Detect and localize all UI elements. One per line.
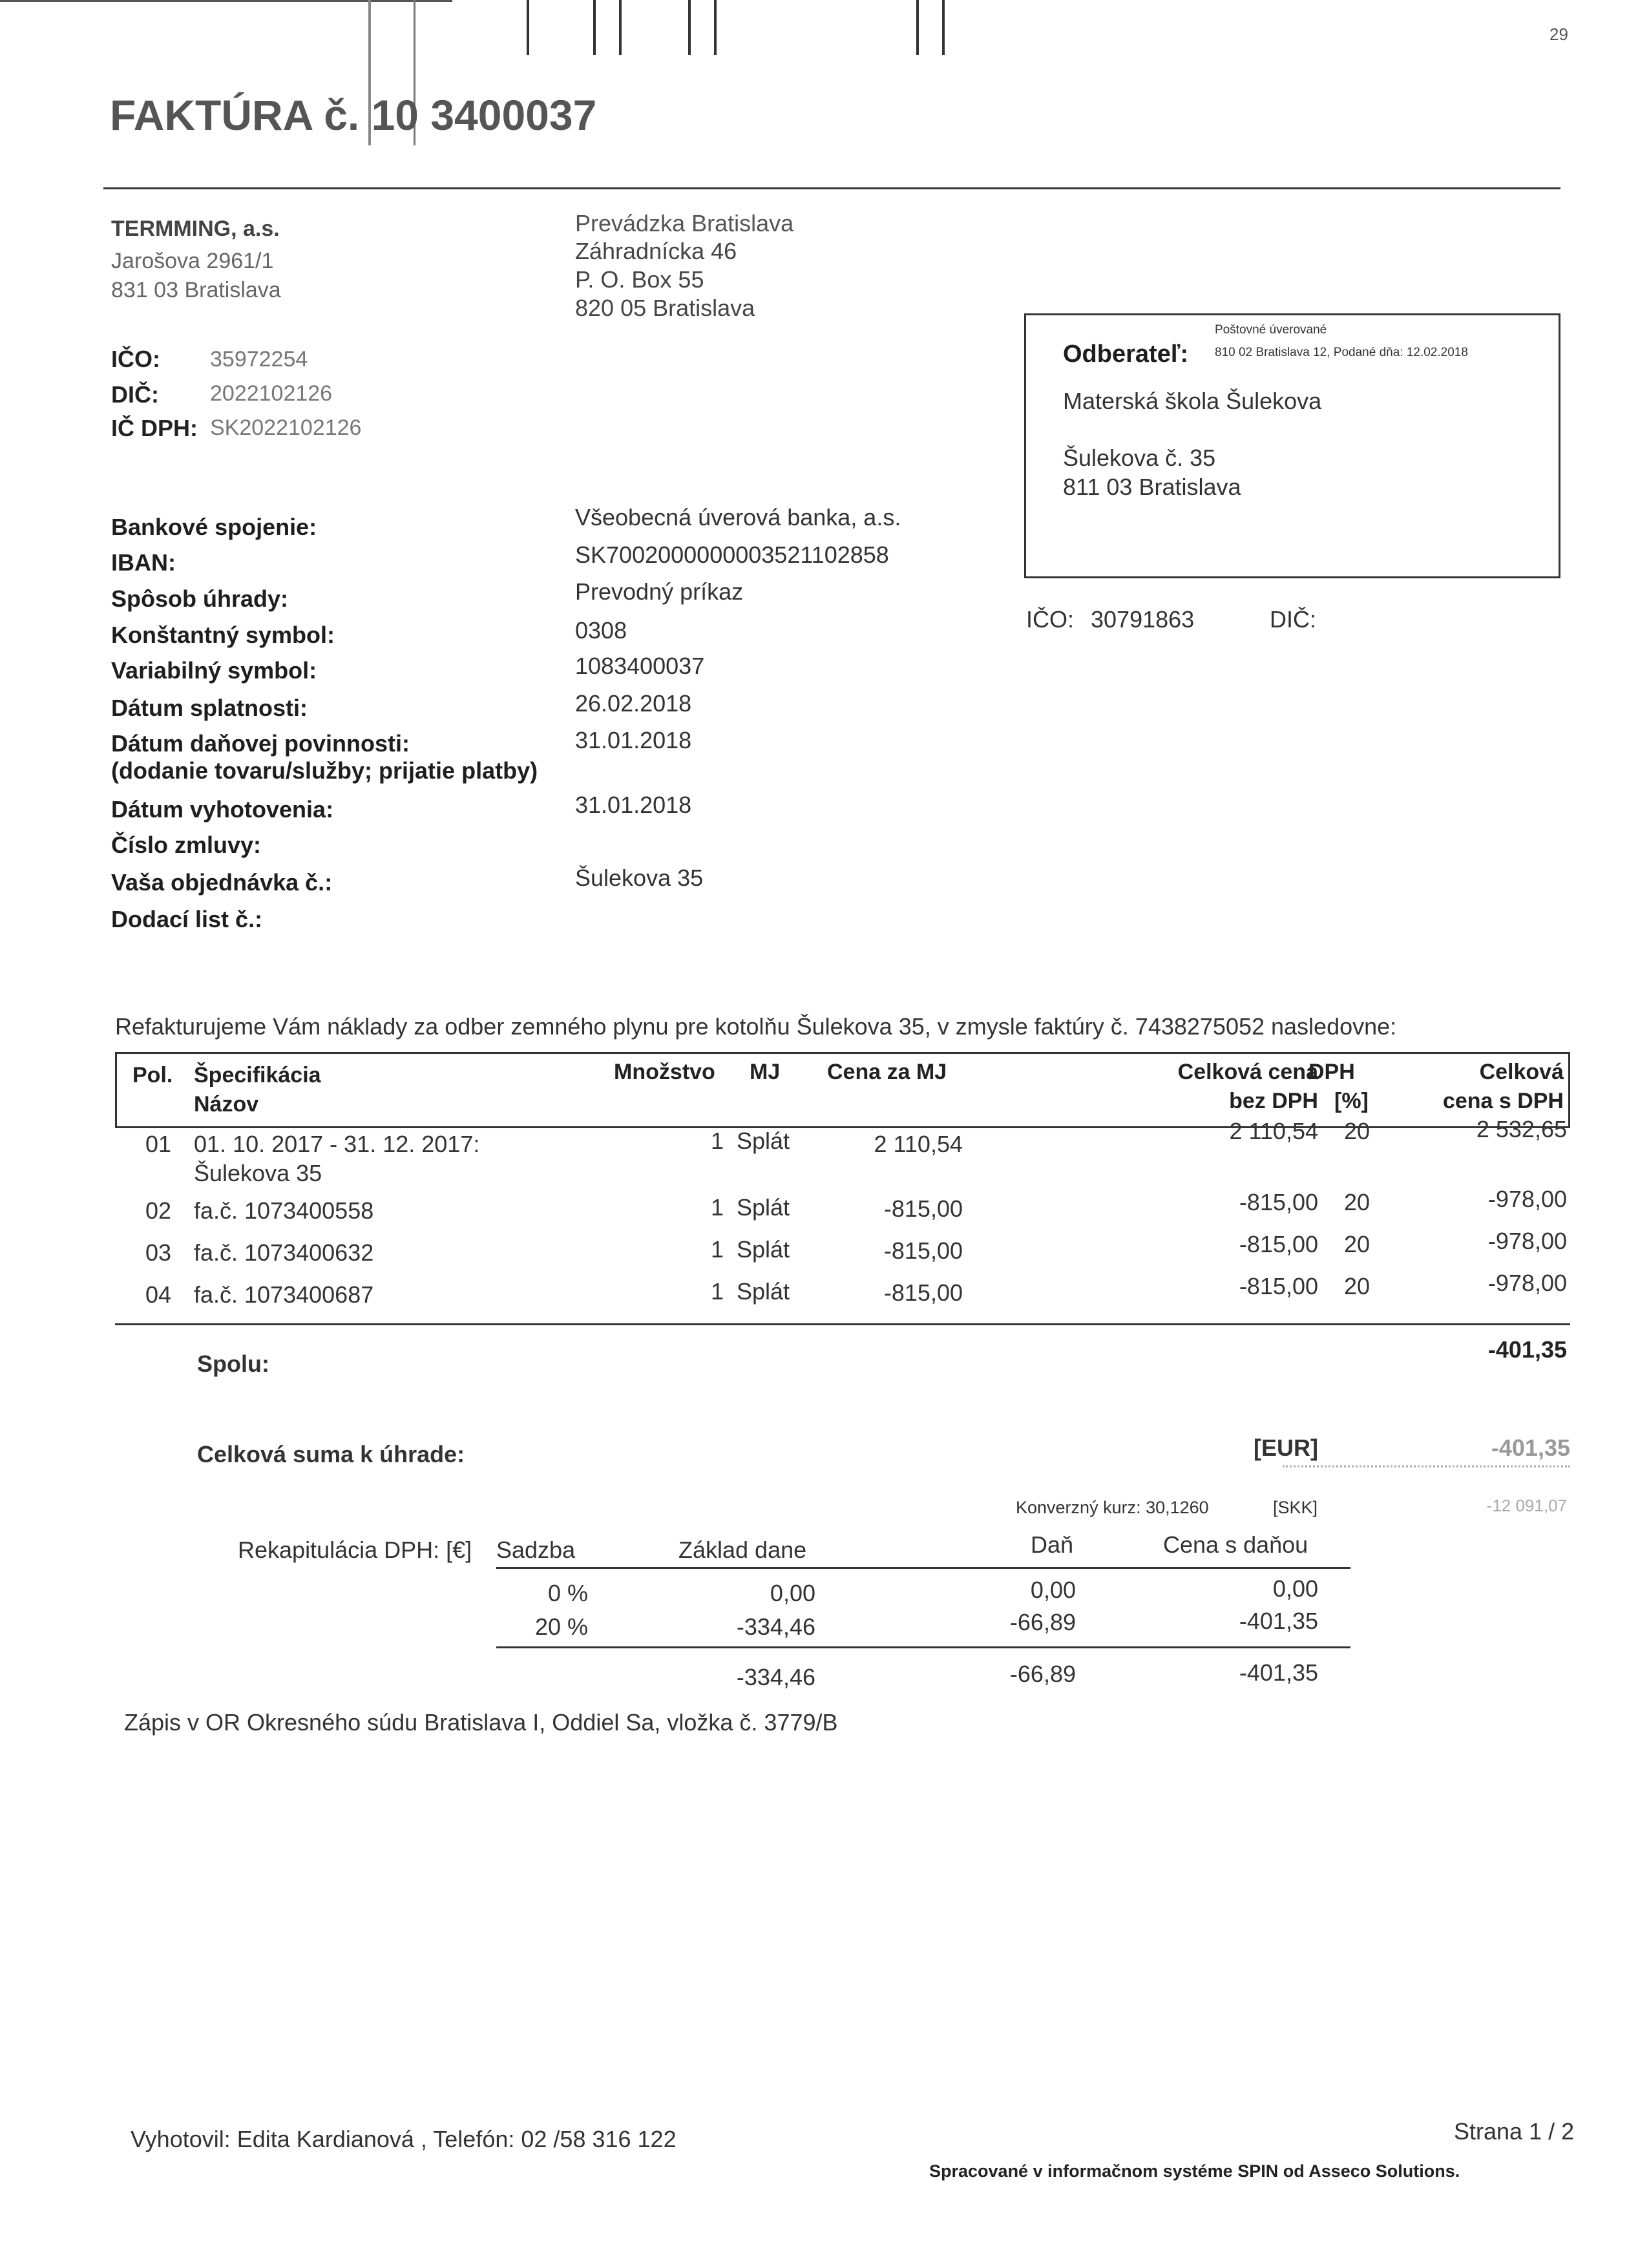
row-total-wo: -815,00 [1239, 1189, 1318, 1215]
supplier-name: TERMMING, a.s. [111, 216, 280, 241]
const-symbol-value: 0308 [575, 617, 627, 644]
col-pol-header: Pol. [132, 1063, 173, 1087]
vat-rate: 20 % [534, 1613, 588, 1640]
col-total-wo-header: Celková cena [1177, 1060, 1318, 1084]
intro-text: Refakturujeme Vám náklady za odber zemného plynu pre kotolňu Šulekova 35, v zmysle faktúry č. 7438275052 nasledovne: [115, 1013, 1397, 1040]
customer-name: Materská škola Šulekova [1063, 388, 1322, 414]
amount-due-underline [1283, 1465, 1570, 1467]
row-dph: 20 [1344, 1273, 1371, 1299]
vat-base: 0,00 [770, 1580, 815, 1606]
invoice-title [110, 90, 596, 140]
invoice-title-prefix: FAKTÚRA č. [110, 91, 360, 139]
due-date-label: Dátum splatnosti: [111, 695, 308, 721]
supplier-ico-label: IČO: [111, 346, 160, 372]
amount-due-skk: -12 091,07 [1486, 1496, 1567, 1515]
row-dph: 20 [1344, 1118, 1371, 1144]
page-number: 29 [1549, 25, 1568, 44]
postage-stamp-line1: Poštovné úverované [1215, 323, 1327, 337]
tax-date-note: (dodanie tovaru/služby; prijatie platby) [111, 757, 538, 784]
row-qty: 1 [710, 1278, 724, 1305]
items-bottom-rule [115, 1323, 1570, 1325]
branch-street: Záhradnícka 46 [575, 238, 737, 264]
exchange-rate: Konverzný kurz: 30,1260 [1016, 1498, 1209, 1517]
col-total-w-header: Celková [1479, 1060, 1564, 1084]
row-pol: 03 [145, 1239, 172, 1266]
col-qty-header: Množstvo [614, 1060, 715, 1084]
row-total-wo: -815,00 [1239, 1273, 1318, 1299]
vat-col-tax: Daň [1031, 1531, 1074, 1558]
issue-date-label: Dátum vyhotovenia: [111, 796, 334, 823]
barcode-bar [619, 0, 622, 55]
register-note: Zápis v OR Okresného súdu Bratislava I, Oddiel Sa, vložka č. 3779/B [124, 1709, 838, 1736]
vat-sum-tax: -66,89 [1009, 1661, 1076, 1687]
vat-sum-total: -401,35 [1239, 1659, 1318, 1686]
vat-recap-title: Rekapitulácia DPH: [€] [238, 1537, 472, 1563]
supplier-dic-label: DIČ: [111, 381, 159, 408]
row-total-w: 2 532,65 [1476, 1116, 1567, 1142]
row-dph: 20 [1344, 1231, 1371, 1257]
invoice-number: 10 3400037 [371, 91, 597, 139]
row-price: -815,00 [883, 1237, 963, 1264]
col-total-wo-header2: bez DPH [1229, 1089, 1318, 1113]
customer-dic-label: DIČ: [1270, 606, 1316, 633]
barcode-bar [593, 0, 596, 55]
vat-col-total: Cena s daňou [1163, 1531, 1308, 1558]
iban-label: IBAN: [111, 549, 176, 576]
row-dph: 20 [1344, 1189, 1371, 1215]
vat-tax: -66,89 [1009, 1609, 1076, 1635]
amount-due-eur: -401,35 [1491, 1434, 1570, 1461]
row-mj: Splát [737, 1236, 790, 1263]
vat-sum-rule [496, 1646, 1350, 1648]
spolu-value: -401,35 [1487, 1336, 1567, 1363]
supplier-icdph: SK2022102126 [210, 415, 362, 440]
row-pol: 02 [145, 1197, 172, 1224]
order-label: Vaša objednávka č.: [111, 869, 333, 896]
row-mj: Splát [737, 1194, 790, 1221]
row-pol: 04 [145, 1281, 172, 1308]
barcode-bar [688, 0, 691, 55]
vat-total: 0,00 [1272, 1575, 1318, 1602]
contract-label: Číslo zmluvy: [111, 832, 262, 858]
amount-due-label: Celková suma k úhrade: [197, 1441, 465, 1467]
tax-date-label: Dátum daňovej povinnosti: [111, 730, 410, 757]
row-total-wo: -815,00 [1239, 1231, 1318, 1257]
method-label: Spôsob úhrady: [111, 585, 289, 612]
row-spec2: Šulekova 35 [194, 1160, 322, 1186]
iban-value: SK7002000000003521102858 [575, 541, 889, 568]
branch-pobox: P. O. Box 55 [575, 266, 704, 293]
customer-label: Odberateľ: [1063, 341, 1189, 368]
tax-date-value: 31.01.2018 [575, 727, 692, 753]
eur-label: [EUR] [1254, 1434, 1318, 1461]
col-total-w-header2: cena s DPH [1442, 1089, 1564, 1113]
row-mj: Splát [737, 1128, 790, 1154]
row-total-w: -978,00 [1487, 1270, 1567, 1296]
header-divider [103, 187, 1560, 189]
page-of: Strana 1 / 2 [1454, 2118, 1575, 2145]
order-value: Šulekova 35 [575, 865, 704, 891]
var-symbol-value: 1083400037 [575, 653, 705, 679]
vat-col-base: Základ dane [678, 1537, 807, 1563]
row-total-wo: 2 110,54 [1229, 1118, 1318, 1144]
skk-label: [SKK] [1273, 1498, 1318, 1517]
row-mj: Splát [737, 1278, 790, 1305]
vat-tax: 0,00 [1030, 1577, 1076, 1603]
bank-value: Všeobecná úverová banka, a.s. [575, 504, 901, 530]
due-date-value: 26.02.2018 [575, 690, 692, 717]
system-note: Spracované v informačnom systéme SPIN od Asseco Solutions. [929, 2161, 1460, 2181]
supplier-dic: 2022102126 [210, 381, 333, 406]
barcode-bar [714, 0, 717, 55]
row-spec: fa.č. 1073400687 [194, 1281, 374, 1308]
col-dph-header: DPH [1308, 1060, 1355, 1084]
row-price: -815,00 [883, 1195, 963, 1222]
branch-name: Prevádzka Bratislava [575, 210, 794, 236]
supplier-city: 831 03 Bratislava [111, 278, 281, 302]
vat-total: -401,35 [1239, 1608, 1318, 1634]
delivery-note-label: Dodací list č.: [111, 906, 263, 932]
supplier-ico: 35972254 [210, 347, 308, 372]
customer-city: 811 03 Bratislava [1063, 474, 1241, 500]
col-price-header: Cena za MJ [827, 1060, 947, 1084]
postage-stamp-line2: 810 02 Bratislava 12, Podané dňa: 12.02.2018 [1215, 346, 1468, 359]
col-mj-header: MJ [750, 1060, 781, 1084]
customer-street: Šulekova č. 35 [1063, 445, 1216, 471]
row-spec: 01. 10. 2017 - 31. 12. 2017: [194, 1131, 480, 1157]
row-total-w: -978,00 [1487, 1228, 1567, 1254]
branch-city: 820 05 Bratislava [575, 295, 755, 321]
row-price: -815,00 [883, 1279, 963, 1306]
col-name-header: Názov [194, 1092, 259, 1117]
vat-header-rule [496, 1567, 1350, 1569]
vat-rate: 0 % [547, 1580, 588, 1606]
barcode-bar [942, 0, 945, 55]
bank-label: Bankové spojenie: [111, 514, 317, 540]
var-symbol-label: Variabilný symbol: [111, 657, 317, 684]
vat-base: -334,46 [736, 1613, 815, 1640]
row-qty: 1 [710, 1236, 724, 1263]
method-value: Prevodný príkaz [575, 578, 744, 605]
barcode-bar [527, 0, 529, 55]
row-qty: 1 [710, 1194, 724, 1221]
row-spec: fa.č. 1073400558 [194, 1197, 374, 1224]
supplier-icdph-label: IČ DPH: [111, 415, 198, 441]
col-spec-header: Špecifikácia [194, 1063, 321, 1087]
vat-col-rate: Sadzba [496, 1537, 576, 1563]
const-symbol-label: Konštantný symbol: [111, 622, 335, 648]
row-spec: fa.č. 1073400632 [194, 1239, 374, 1266]
row-total-w: -978,00 [1487, 1186, 1567, 1212]
row-qty: 1 [710, 1128, 724, 1154]
prepared-by: Vyhotovil: Edita Kardianová , Telefón: 02 /58 316 122 [131, 2126, 677, 2152]
supplier-street: Jarošova 2961/1 [111, 249, 274, 273]
col-dph-header2: [%] [1334, 1089, 1369, 1113]
row-pol: 01 [145, 1131, 172, 1157]
vat-sum-base: -334,46 [736, 1664, 815, 1690]
barcode-bar [916, 0, 919, 55]
spolu-label: Spolu: [197, 1350, 269, 1377]
issue-date-value: 31.01.2018 [575, 792, 692, 818]
customer-ico-label: IČO: [1026, 606, 1075, 633]
row-price: 2 110,54 [874, 1131, 963, 1157]
customer-ico: 30791863 [1091, 606, 1195, 633]
top-edge-line [0, 0, 452, 2]
